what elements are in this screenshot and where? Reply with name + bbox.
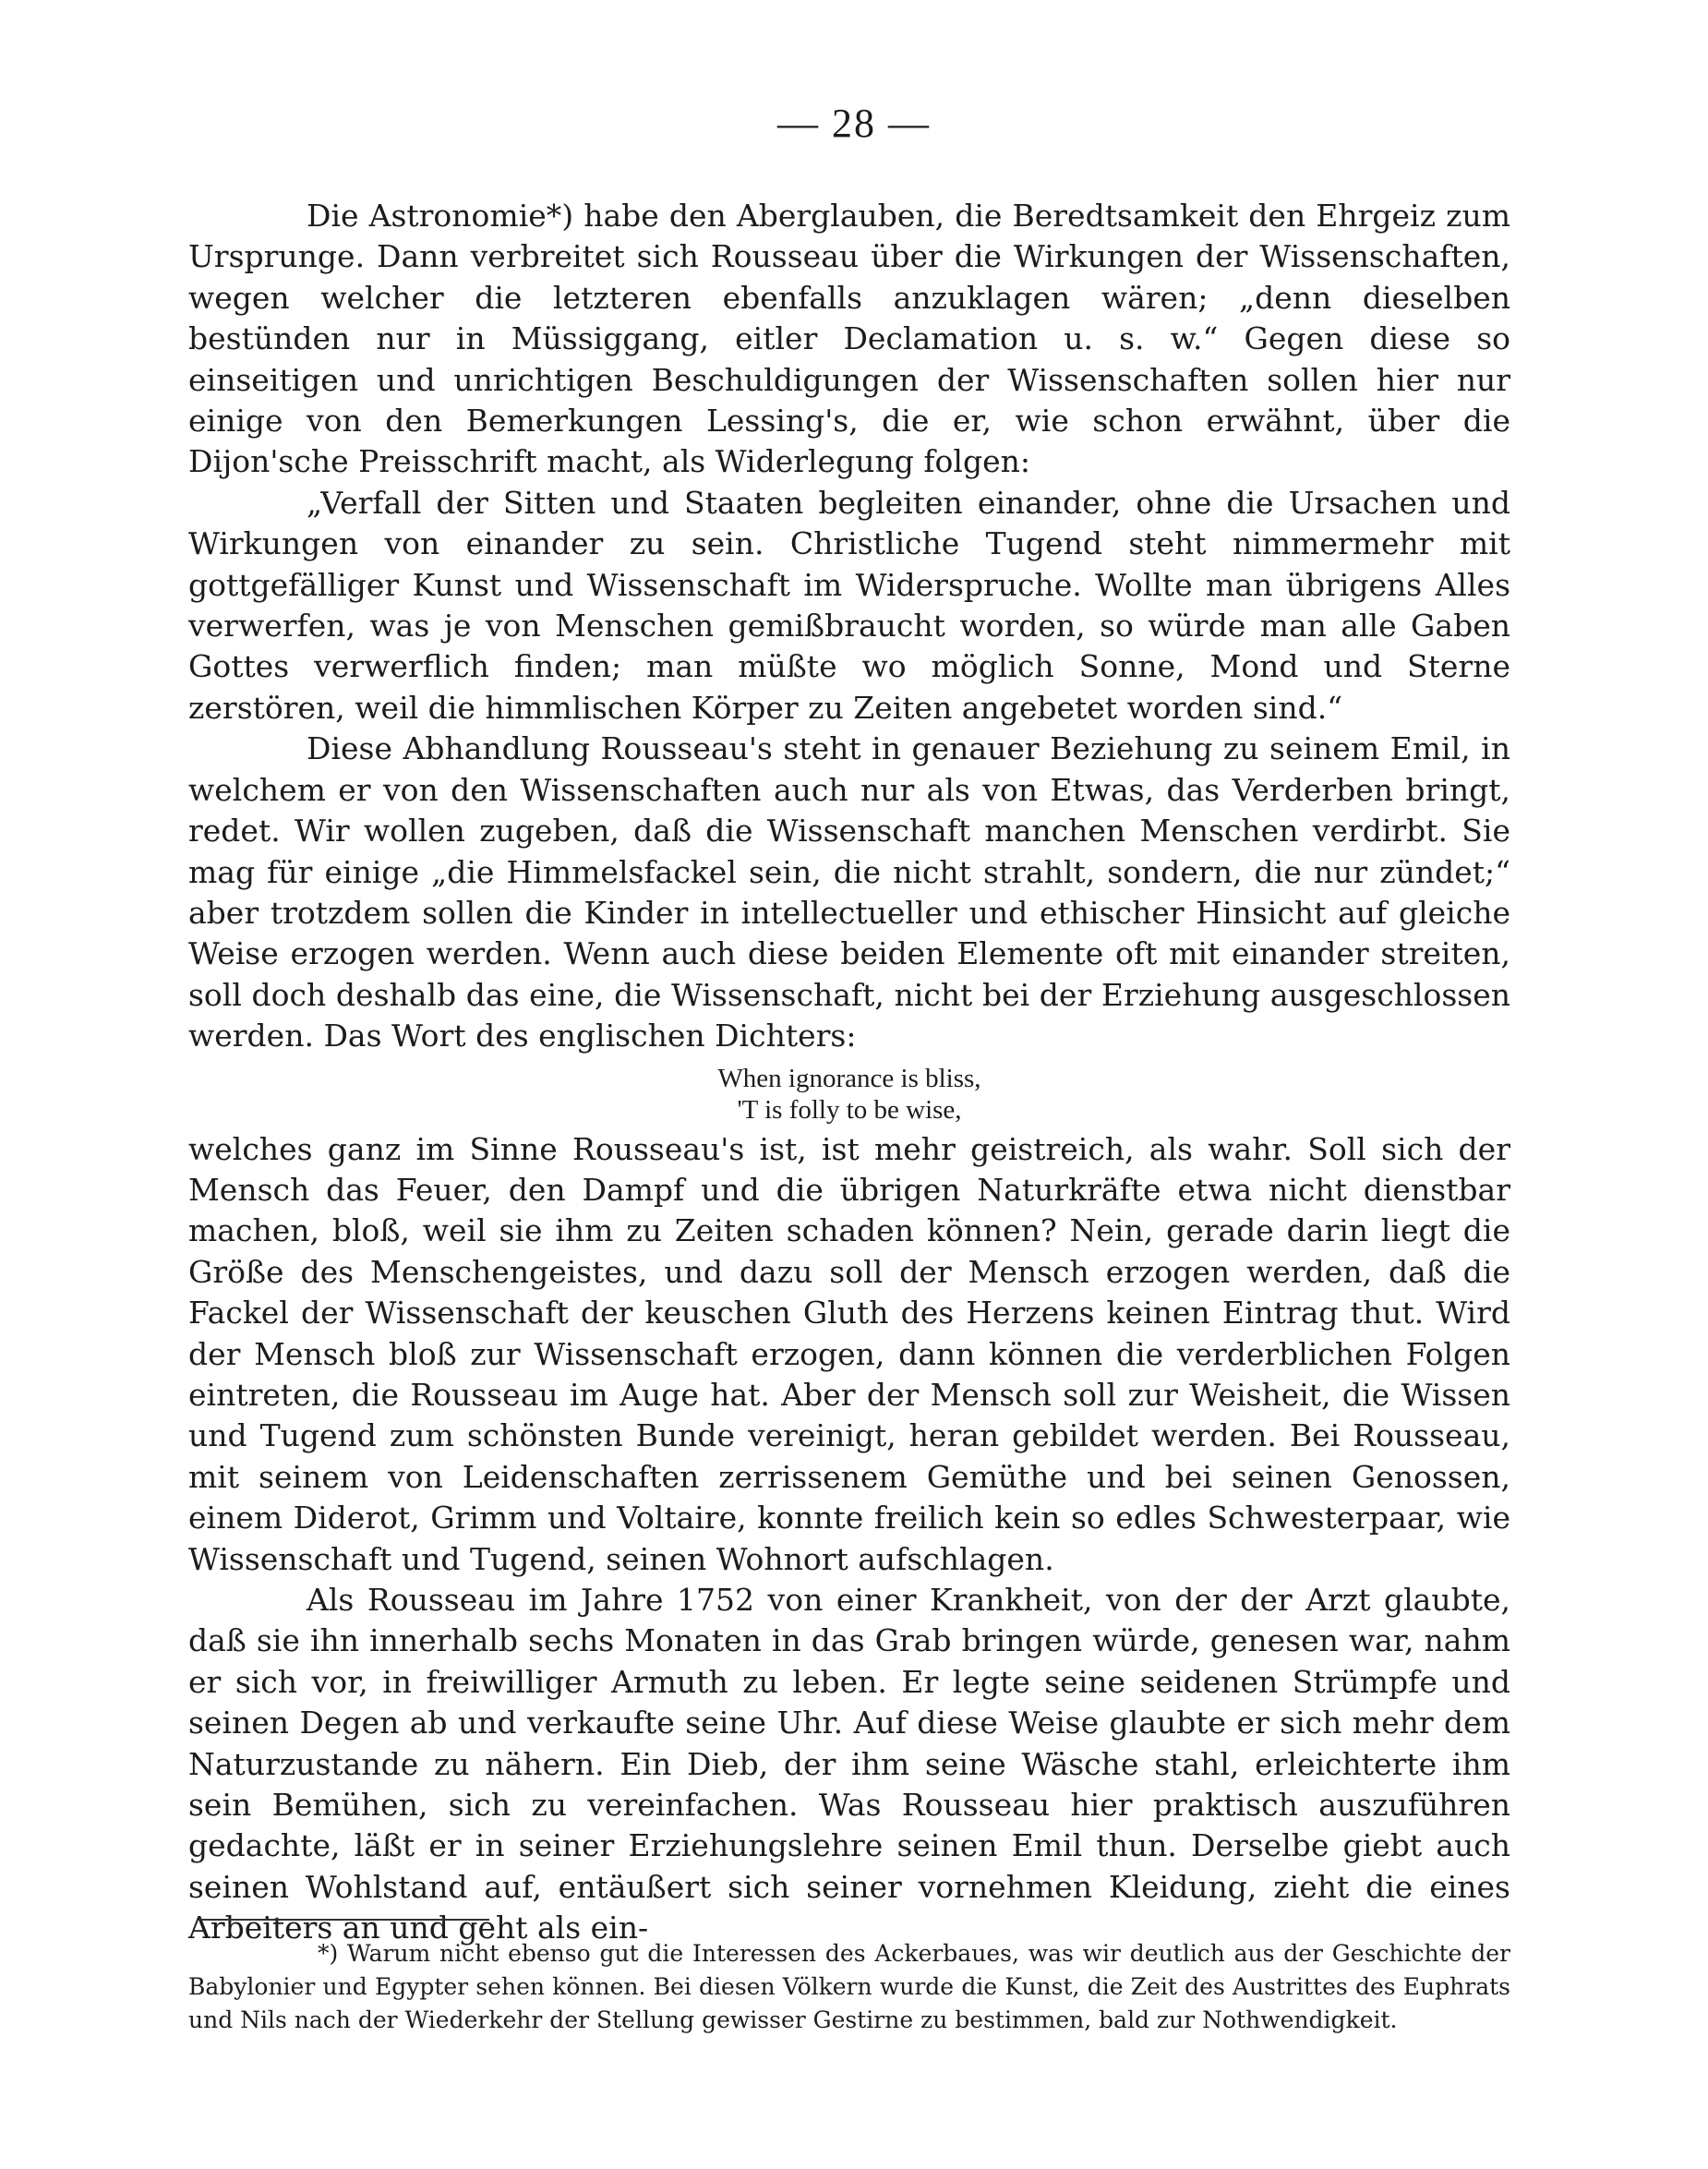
poem-line-1: When ignorance is bliss, [717, 1063, 981, 1093]
paragraph-5: Als Rousseau im Jahre 1752 von einer Krankheit, von der der Arzt glaubte, daß sie ihn innerhalb sechs Monaten in das Grab bringen würde, genesen war, nahm er sich vor, in freiwilliger Armuth zu leben. Er legte seine seidenen Strümpfe und seinen Degen ab und verkaufte seine Uhr. Auf diese Weise glaubte er sich mehr dem Naturzustande zu nähern. Ein Dieb, der ihm seine Wäsche stahl, erleichterte ihm sein Bemühen, sich zu vereinfachen. Was Rousseau hier praktisch auszuführen gedachte, läßt er in seiner Erziehungslehre seinen Emil thun. Derselbe giebt auch seinen Wohlstand auf, entäußert sich seiner vornehmen Kleidung, zieht die eines Arbeiters an und geht als ein- [188, 1582, 1510, 1946]
paragraph-1: Die Astronomie*) habe den Aberglauben, die Beredtsamkeit den Ehrgeiz zum Ursprunge. Dann verbreitet sich Rousseau über die Wirkungen der Wissenschaften, wegen welcher die letzteren ebenfalls anzuklagen wären; „denn dieselben bestünden nur in Müssiggang, eitler Declamation u. s. w.“ Gegen diese so einseitigen und unrichtigen Beschuldigungen der Wissenschaften sollen hier nur einige von den Bemerkungen Lessing's, die er, wie schon erwähnt, über die Dijon'sche Preisschrift macht, als Widerlegung folgen: [188, 198, 1510, 480]
english-poem-quote [188, 1063, 1510, 1126]
paragraph-lessing-quote: „Verfall der Sitten und Staaten begleiten einander, ohne die Ursachen und Wirkungen von einander zu sein. Christliche Tugend steht nimmermehr mit gottgefälliger Kunst und Wissenschaft im Widerspruche. Wollte man übrigens Alles verwerfen, was je von Menschen gemißbraucht worden, so würde man alle Gaben Gottes verwerflich finden; man müßte wo möglich Sonne, Mond und Sterne zerstören, weil die himmlischen Körper zu Zeiten angebetet worden sind.“ [188, 484, 1510, 726]
main-text [188, 196, 1510, 1949]
paragraph-4: welches ganz im Sinne Rousseau's ist, ist mehr geistreich, als wahr. Soll sich der Mensch das Feuer, den Dampf und die übrigen Naturkräfte etwa nicht dienstbar machen, bloß, weil sie ihm zu Zeiten schaden können? Nein, gerade darin liegt die Größe des Menschengeistes, und dazu soll der Mensch erzogen werden, daß die Fackel der Wissenschaft der keuschen Gluth des Herzens keinen Eintrag thut. Wird der Mensch bloß zur Wissenschaft erzogen, dann können die verderblichen Folgen eintreten, die Rousseau im Auge hat. Aber der Mensch soll zur Weisheit, die Wissen und Tugend zum schönsten Bunde vereinigt, heran gebildet werden. Bei Rousseau, mit seinem von Leidenschaften zerrissenem Gemüthe und bei seinen Genossen, einem Diderot, Grimm und Voltaire, konnte freilich kein so edles Schwesterpaar, wie Wissenschaft und Tugend, seinen Wohnort aufschlagen. [188, 1130, 1510, 1577]
footnote [188, 1937, 1510, 2037]
paragraph-3: Diese Abhandlung Rousseau's steht in genauer Beziehung zu seinem Emil, in welchem er von den Wissenschaften auch nur als von Etwas, das Verderben bringt, redet. Wir wollen zugeben, daß die Wissenschaft manchen Menschen verdirbt. Sie mag für einige „die Himmelsfackel sein, die nicht strahlt, sondern, die nur zündet;“ aber trotzdem sollen die Kinder in intellectueller und ethischer Hinsicht auf gleiche Weise erzogen werden. Wenn auch diese beiden Elemente oft mit einander streiten, soll doch deshalb das eine, die Wissenschaft, nicht bei der Erziehung ausgeschlossen werden. Das Wort des englischen Dichters: [188, 730, 1510, 1054]
footnote-text: *) Warum nicht ebenso gut die Interessen des Ackerbaues, was wir deutlich aus der Geschichte der Babylonier und Egypter sehen können. Bei diesen Völkern wurde die Kunst, die Zeit des Austrittes des Euphrats und Nils nach der Wiederkehr der Stellung gewisser Gestirne zu bestimmen, bald zur Nothwendigkeit. [188, 1940, 1510, 2033]
page-number: — 28 — [777, 101, 931, 146]
footnote-divider [198, 1919, 489, 1921]
poem-line-2: 'T is folly to be wise, [737, 1094, 962, 1125]
